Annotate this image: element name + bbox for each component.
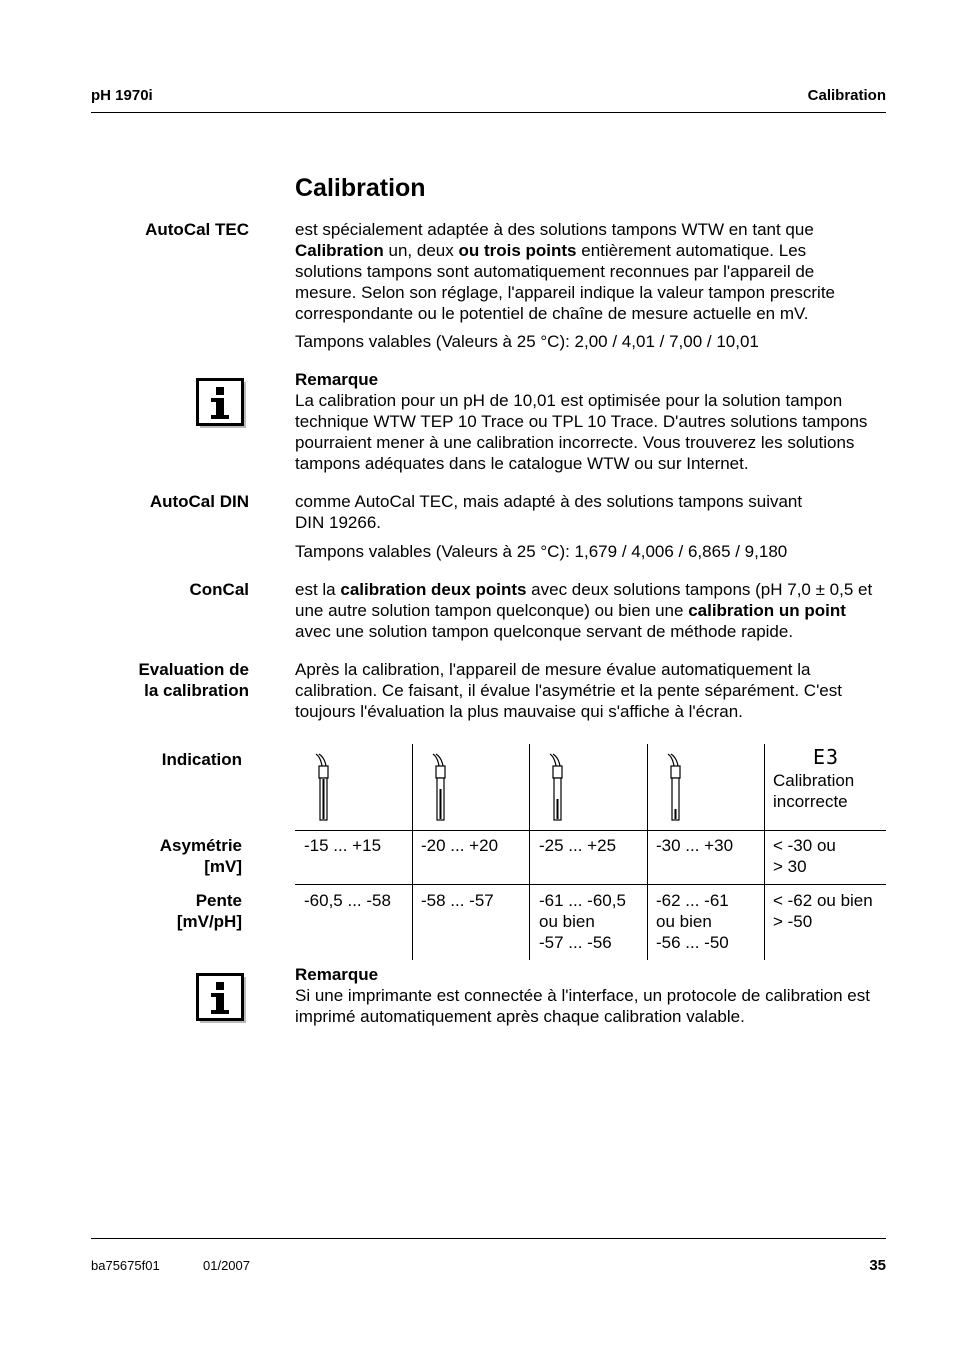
label-autocal-tec: AutoCal TEC	[145, 220, 249, 239]
text: est spécialement adaptée à des solutions tampons WTW en tant que	[295, 220, 814, 239]
autocal-tec-buffers: Tampons valables (Valeurs à 25 °C): 2,00 / 4,01 / 7,00 / 10,01	[295, 332, 759, 351]
table-divider	[647, 744, 648, 960]
text-line: mesure. Selon son réglage, l'appareil indique la valeur tampon prescrite	[295, 283, 835, 302]
header-rule	[91, 112, 886, 113]
label-autocal-din: AutoCal DIN	[149, 492, 249, 511]
footer-date: 01/2007	[203, 1258, 250, 1273]
autocal-tec-text	[295, 219, 887, 324]
row-label-asymmetry	[160, 835, 242, 877]
text-line: DIN 19266.	[295, 513, 381, 532]
electrode-icon	[547, 752, 567, 829]
label-line: Pente	[195, 891, 242, 910]
note-heading: Remarque	[295, 370, 379, 389]
table-cell: -58 ... -57	[421, 891, 494, 910]
text-line: -62 ... -61	[656, 891, 729, 910]
text-line: Après la calibration, l'appareil de mesure évalue automatiquement la	[295, 660, 811, 679]
text-line: comme AutoCal TEC, mais adapté à des solutions tampons suivant	[295, 492, 803, 511]
table-cell	[773, 890, 873, 932]
table-divider	[295, 884, 886, 885]
table-cell	[773, 835, 836, 877]
row-label-indication: Indication	[161, 750, 242, 769]
text-line: ou bien	[656, 912, 712, 931]
info-icon	[196, 378, 246, 428]
table-divider	[295, 830, 886, 831]
text-line: correspondante ou le potentiel de chaîne de mesure actuelle en mV.	[295, 304, 809, 323]
electrode-icon	[430, 752, 450, 829]
text-line: tampons adéquates dans le catalogue WTW ou sur Internet.	[295, 454, 749, 473]
header-doc-title: pH 1970i	[91, 87, 153, 104]
note-2	[295, 964, 887, 1027]
table-divider	[412, 744, 413, 960]
text-line: pourraient mener à une calibration incorrecte. Vous trouverez les solutions	[295, 433, 855, 452]
label-line: la calibration	[144, 681, 249, 700]
table-cell: -15 ... +15	[304, 836, 382, 855]
autocal-din-text	[295, 491, 887, 533]
text: une autre solution tampon quelconque) ou bien une	[295, 601, 689, 620]
text-line: < -30 ou	[773, 836, 836, 855]
error-text	[773, 770, 854, 812]
note-heading: Remarque	[295, 965, 379, 984]
table-cell	[656, 890, 729, 953]
table-cell	[539, 890, 626, 953]
text: est la	[295, 580, 341, 599]
text-line: incorrecte	[773, 792, 848, 811]
text: avec deux solutions tampons (pH 7,0 ± 0,5 et	[526, 580, 873, 599]
text-line: -61 ... -60,5	[539, 891, 626, 910]
label-concal: ConCal	[189, 580, 249, 599]
text-line: solutions tampons sont automatiquement reconnues par l'appareil de	[295, 262, 815, 281]
label-line: [mV/pH]	[176, 912, 242, 931]
header-section-title: Calibration	[807, 87, 886, 104]
error-code-display: E3	[813, 745, 840, 769]
table-cell: -30 ... +30	[656, 836, 734, 855]
page-title: Calibration	[295, 174, 426, 202]
info-icon	[196, 973, 246, 1023]
text-line: < -62 ou bien	[773, 891, 873, 910]
bold-text: Calibration	[295, 241, 384, 260]
note-1	[295, 369, 887, 474]
text-line: avec une solution tampon quelconque servant de méthode rapide.	[295, 622, 794, 641]
text-line: imprimé automatiquement après chaque calibration valable.	[295, 1007, 745, 1026]
table-cell: -25 ... +25	[539, 836, 617, 855]
text-line: La calibration pour un pH de 10,01 est optimisée pour la solution tampon	[295, 391, 843, 410]
table-divider	[529, 744, 530, 960]
table-cell: -20 ... +20	[421, 836, 499, 855]
text-line: ou bien	[539, 912, 595, 931]
electrode-icon	[665, 752, 685, 829]
text-line: -57 ... -56	[539, 933, 612, 952]
text: entièrement automatique. Les	[576, 241, 807, 260]
page-number: 35	[869, 1257, 886, 1274]
bold-text: ou trois points	[458, 241, 577, 260]
footer-rule	[91, 1238, 886, 1239]
bold-text: calibration deux points	[340, 580, 527, 599]
table-cell: -60,5 ... -58	[304, 891, 391, 910]
text-line: Si une imprimante est connectée à l'interface, un protocole de calibration est	[295, 986, 870, 1005]
label-line: Asymétrie	[159, 836, 242, 855]
electrode-icon	[313, 752, 333, 829]
bold-text: calibration un point	[688, 601, 846, 620]
table-divider	[764, 744, 765, 960]
label-line: [mV]	[204, 857, 242, 876]
text-line: -56 ... -50	[656, 933, 729, 952]
row-label-slope	[177, 890, 242, 932]
label-evaluation	[138, 659, 249, 701]
text-line: > 30	[773, 857, 807, 876]
text-line: calibration. Ce faisant, il évalue l'asymétrie et la pente séparément. C'est	[295, 681, 842, 700]
autocal-din-buffers: Tampons valables (Valeurs à 25 °C): 1,679 / 4,006 / 6,865 / 9,180	[295, 542, 788, 561]
footer-doc-number: ba75675f01	[91, 1258, 160, 1273]
label-line: Evaluation de	[138, 660, 249, 679]
text-line: > -50	[773, 912, 813, 931]
text-line: Calibration	[773, 771, 855, 790]
concal-text	[295, 579, 887, 642]
evaluation-text	[295, 659, 887, 722]
text-line: toujours l'évaluation la plus mauvaise qui s'affiche à l'écran.	[295, 702, 743, 721]
text: un, deux	[383, 241, 459, 260]
text-line: technique WTW TEP 10 Trace ou TPL 10 Trace. D'autres solutions tampons	[295, 412, 868, 431]
